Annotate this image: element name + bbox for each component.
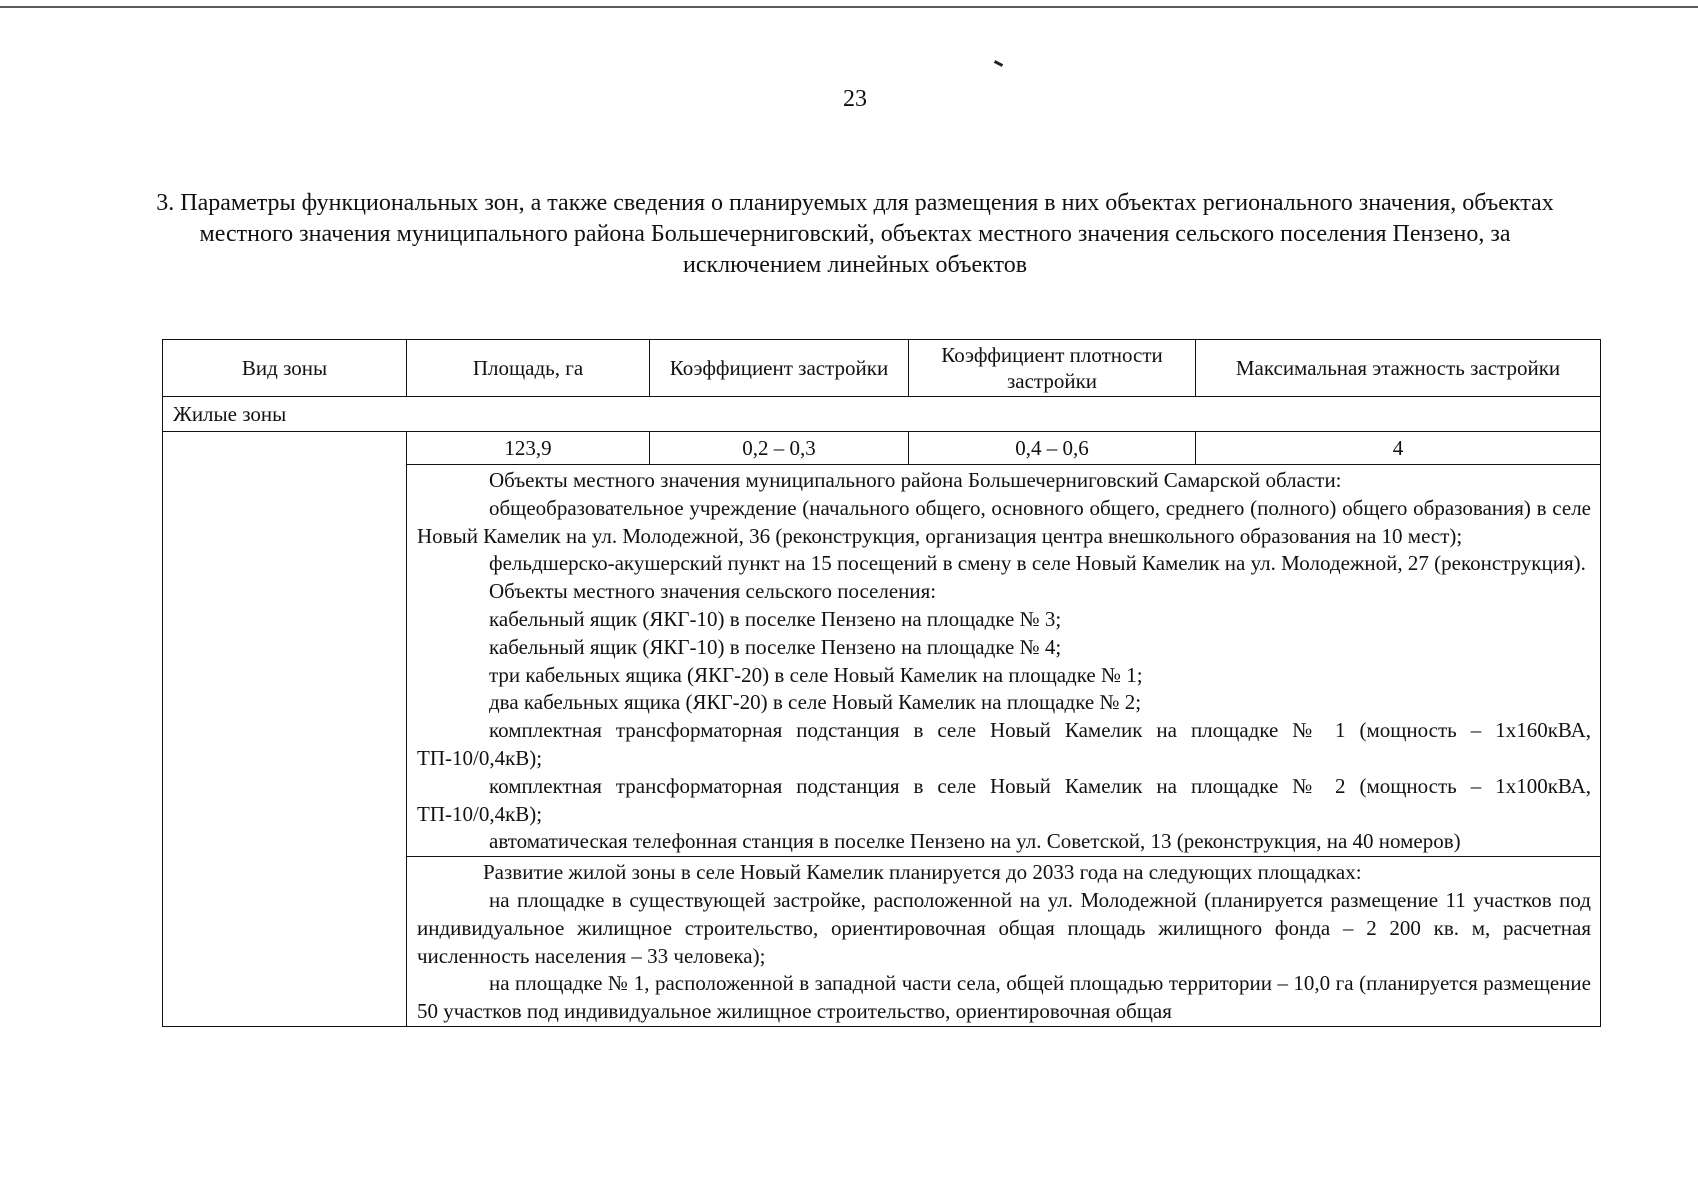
area-value: 123,9 bbox=[407, 432, 650, 465]
header-build-coef: Коэффициент застройки bbox=[650, 340, 909, 397]
object-item: комплектная трансформаторная подстанция в селе Новый Камелик на площадке № 2 (мощность – 1х100кВА, ТП-10/0,4кВ); bbox=[417, 773, 1591, 826]
values-row bbox=[163, 432, 1601, 465]
header-density-coef: Коэффициент плотности застройки bbox=[909, 340, 1196, 397]
object-item: автоматическая телефонная станция в поселке Пензено на ул. Советской, 13 (реконструкция, на 40 номеров) bbox=[489, 829, 1461, 854]
scan-top-border bbox=[0, 6, 1698, 8]
object-item: общеобразовательное учреждение (начального общего, основного общего, среднего (полного) общего образования) в селе Новый Камелик на ул. Молодежной, 36 (реконструкция, организация центра внешкольного образования на 10 мест); bbox=[417, 495, 1591, 548]
header-zone-type: Вид зоны bbox=[163, 340, 407, 397]
development-heading: Развитие жилой зоны в селе Новый Камелик планируется до 2033 года на следующих площадках: bbox=[483, 860, 1362, 885]
table-header-row bbox=[163, 340, 1601, 397]
planned-objects-cell bbox=[407, 465, 1601, 857]
objects-heading-district: Объекты местного значения муниципального района Большечерниговский Самарской области: bbox=[489, 468, 1342, 492]
scan-artifact-mark bbox=[994, 60, 1003, 67]
zones-table bbox=[162, 339, 1601, 1027]
object-item: два кабельных ящика (ЯКГ-20) в селе Новый Камелик на площадке № 2; bbox=[489, 690, 1142, 715]
header-area: Площадь, га bbox=[407, 340, 650, 397]
object-item: кабельный ящик (ЯКГ-10) в поселке Пензено на площадке № 3; bbox=[489, 606, 1062, 631]
object-item: фельдшерско-акушерский пункт на 15 посещений в смену в селе Новый Камелик на ул. Молодежной, 27 (реконструкция). bbox=[489, 551, 1586, 576]
development-cell bbox=[407, 857, 1601, 1027]
section-title: 3. Параметры функциональных зон, а также сведения о планируемых для размещения в них объектах регионального значения, объектах местного значения муниципального района Большечерниговский, объектах местного значения сельского поселения Пензено, за исключением линейных объектов bbox=[156, 190, 1554, 278]
header-max-floors: Максимальная этажность застройки bbox=[1196, 340, 1601, 397]
objects-heading-settlement: Объекты местного значения сельского поселения: bbox=[489, 579, 937, 604]
density-coef-value: 0,4 – 0,6 bbox=[909, 432, 1196, 465]
object-item: кабельный ящик (ЯКГ-10) в поселке Пензено на площадке № 4; bbox=[489, 634, 1062, 659]
group-label-residential: Жилые зоны bbox=[163, 397, 1601, 432]
max-floors-value: 4 bbox=[1196, 432, 1601, 465]
object-item: комплектная трансформаторная подстанция в селе Новый Камелик на площадке № 1 (мощность – 1х160кВА, ТП-10/0,4кВ); bbox=[417, 718, 1591, 770]
development-item: на площадке № 1, расположенной в западной части села, общей площадью территории – 10,0 га (планируется размещение 50 участков под индивидуальное жилищное строительство, ориентировочная общая bbox=[417, 971, 1591, 1024]
group-row bbox=[163, 397, 1601, 432]
page-number: 23 bbox=[843, 86, 867, 112]
development-item: на площадке в существующей застройке, расположенной на ул. Молодежной (планируется размещение 11 участков под индивидуальное жилищное строительство, ориентировочная общая площадь жилищного фонда – 2 200 кв. м, расчетная численность населения – 33 человека); bbox=[417, 887, 1591, 968]
object-item: три кабельных ящика (ЯКГ-20) в селе Новый Камелик на площадке № 1; bbox=[489, 662, 1143, 687]
zone-type-cell-empty bbox=[163, 432, 407, 1027]
build-coef-value: 0,2 – 0,3 bbox=[650, 432, 909, 465]
